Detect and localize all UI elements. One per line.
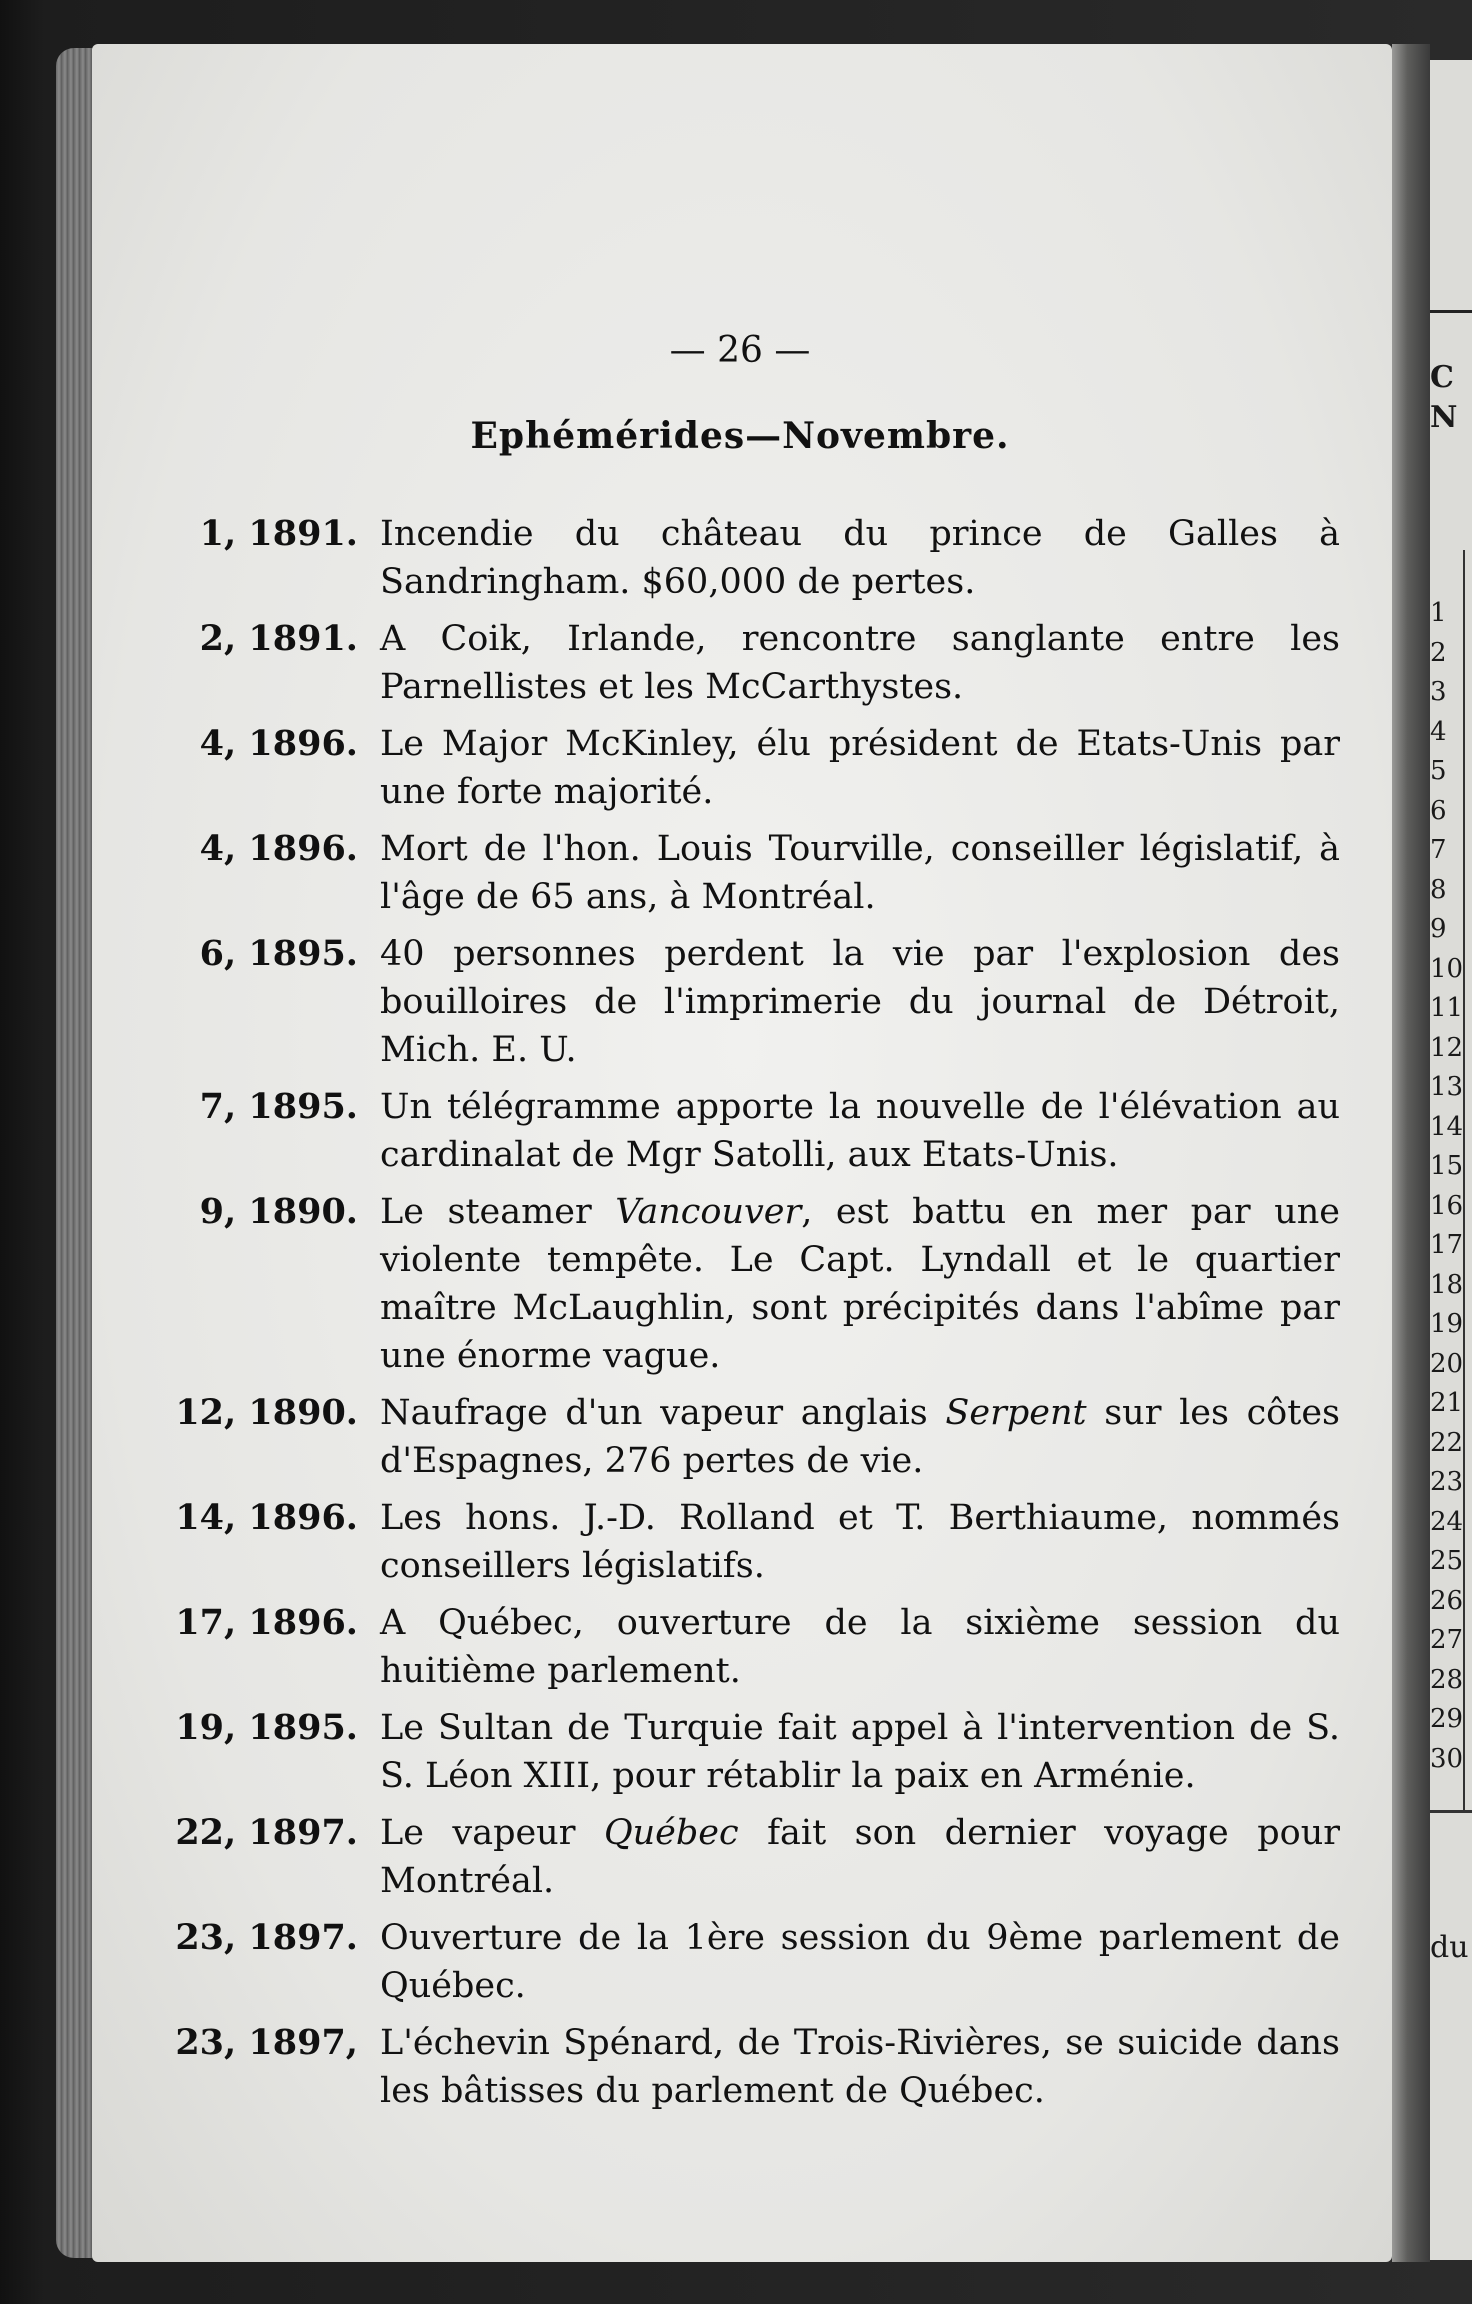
- adjacent-page-rule: [1430, 1810, 1472, 1813]
- entry-text: [380, 930, 1350, 1074]
- entry-text-segment: L'échevin Spénard, de Trois-Rivières, se suicide dans les bâtisses du parlement de Québec.: [380, 2023, 1340, 2111]
- entry-text: [380, 1704, 1350, 1800]
- adjacent-page-number: 16: [1430, 1190, 1464, 1221]
- adjacent-page-number: 27: [1430, 1625, 1464, 1655]
- entry-date: 9, 1890.: [199, 1191, 358, 1232]
- page-number: — 26 —: [669, 330, 811, 371]
- adjacent-page-number: 20: [1430, 1348, 1464, 1379]
- entry-text: [380, 1599, 1350, 1695]
- entry-date: 17, 1896.: [175, 1602, 358, 1643]
- entry-text: [380, 1809, 1350, 1905]
- entry-text-segment: Incendie du château du prince de Galles à Sandringham. $60,000 de pertes.: [380, 514, 1340, 602]
- adjacent-page-number: 1: [1430, 598, 1447, 628]
- list-item: [140, 2019, 1350, 2115]
- entry-text-segment: fait son dernier voyage pour Montréal.: [380, 1813, 1340, 1901]
- adjacent-page-number: 21: [1430, 1388, 1464, 1418]
- entry-date: 1, 1891.: [199, 513, 358, 554]
- list-item: [140, 720, 1350, 816]
- entry-date: 23, 1897.: [175, 1917, 358, 1958]
- entry-date: 23, 1897,: [175, 2022, 358, 2063]
- entry-text: [380, 1914, 1350, 2010]
- list-item: [140, 825, 1350, 921]
- ephemerides-list: [140, 510, 1350, 2124]
- adjacent-page-number: 15: [1430, 1151, 1464, 1181]
- book-gutter: [1392, 44, 1430, 2262]
- entry-date: 19, 1895.: [175, 1707, 358, 1748]
- entry-text-segment: Le Sultan de Turquie fait appel à l'intervention de S. S. Léon XIII, pour rétablir la paix en Arménie.: [380, 1708, 1340, 1796]
- entry-text-segment: A Coik, Irlande, rencontre sanglante entre les Parnellistes et les McCarthystes.: [380, 619, 1340, 707]
- adjacent-page-rule: [1430, 310, 1472, 313]
- entry-text-segment: Mort de l'hon. Louis Tourville, conseiller législatif, à l'âge de 65 ans, à Montréal.: [380, 829, 1340, 917]
- entry-text: [380, 720, 1350, 816]
- entry-text: [380, 825, 1350, 921]
- entry-text-segment: A Québec, ouverture de la sixième session du huitième parlement.: [380, 1603, 1340, 1691]
- entry-date: 12, 1890.: [175, 1392, 358, 1433]
- list-item: [140, 1188, 1350, 1380]
- entry-date: 14, 1896.: [175, 1497, 358, 1538]
- adjacent-page-number: 28: [1430, 1664, 1464, 1695]
- page-heading: Ephémérides—Novembre.: [470, 415, 1010, 457]
- adjacent-page-number: 19: [1430, 1309, 1464, 1339]
- entry-date: 22, 1897.: [175, 1812, 358, 1853]
- entry-text-segment: Ouverture de la 1ère session du 9ème parlement de Québec.: [380, 1918, 1340, 2006]
- entry-date: 4, 1896.: [199, 828, 358, 869]
- adjacent-page-number: 5: [1430, 756, 1447, 786]
- list-item: [140, 615, 1350, 711]
- entry-text-segment: Le Major McKinley, élu président de Etats-Unis par une forte majorité.: [380, 724, 1340, 812]
- adjacent-page-number: 29: [1430, 1704, 1464, 1734]
- adjacent-page-number: 9: [1430, 914, 1447, 944]
- entry-text: [380, 1494, 1350, 1590]
- list-item: [140, 1494, 1350, 1590]
- entry-date: 2, 1891.: [199, 618, 358, 659]
- entry-date: 6, 1895.: [199, 933, 358, 974]
- entry-text-segment: 40 personnes perdent la vie par l'explosion des bouilloires de l'imprimerie du journal de Détroit, Mich. E. U.: [380, 934, 1340, 1070]
- list-item: [140, 930, 1350, 1074]
- entry-text-italic: Serpent: [945, 1393, 1087, 1433]
- entry-date: 7, 1895.: [199, 1086, 358, 1127]
- adjacent-page-fragment-text: C: [1430, 360, 1454, 395]
- adjacent-page-fragment-text: du: [1430, 1930, 1469, 1965]
- adjacent-page-number: 25: [1430, 1546, 1464, 1576]
- list-item: [140, 1914, 1350, 2010]
- adjacent-page-number: 6: [1430, 795, 1447, 826]
- adjacent-page-number: 22: [1430, 1427, 1464, 1458]
- adjacent-page-number: 23: [1430, 1467, 1464, 1497]
- entry-text-segment: Les hons. J.-D. Rolland et T. Berthiaume, nommés conseillers législatifs.: [380, 1498, 1340, 1586]
- adjacent-page-fragment-text: N: [1430, 400, 1458, 435]
- list-item: [140, 1599, 1350, 1695]
- entry-text-italic: Québec: [603, 1813, 739, 1853]
- adjacent-page-number: 24: [1430, 1506, 1464, 1537]
- list-item: [140, 510, 1350, 606]
- adjacent-page-number: 8: [1430, 874, 1447, 905]
- entry-text-segment: Un télégramme apporte la nouvelle de l'élévation au cardinalat de Mgr Satolli, aux Etats-Unis.: [380, 1087, 1340, 1175]
- entry-text: [380, 2019, 1350, 2115]
- adjacent-page-number: 17: [1430, 1230, 1464, 1260]
- adjacent-page-number: 18: [1430, 1269, 1464, 1300]
- list-item: [140, 1083, 1350, 1179]
- adjacent-page-column-rule: [1463, 550, 1465, 1810]
- adjacent-page-number: 2: [1430, 637, 1447, 668]
- entry-date: 4, 1896.: [199, 723, 358, 764]
- adjacent-page-number: 14: [1430, 1111, 1464, 1142]
- entry-text: [380, 1389, 1350, 1485]
- entry-text-segment: sur les côtes d'Espagnes, 276 pertes de vie.: [380, 1393, 1340, 1481]
- entry-text-segment: , est battu en mer par une violente tempête. Le Capt. Lyndall et le quartier maître McLaughlin, sont précipités dans l'abîme par une énorme vague.: [380, 1192, 1340, 1376]
- entry-text: [380, 510, 1350, 606]
- entry-text: [380, 1188, 1350, 1380]
- list-item: [140, 1389, 1350, 1485]
- list-item: [140, 1704, 1350, 1800]
- adjacent-page-number: 7: [1430, 835, 1447, 865]
- entry-text: [380, 1083, 1350, 1179]
- list-item: [140, 1809, 1350, 1905]
- adjacent-page-number: 26: [1430, 1585, 1464, 1616]
- entry-text: [380, 615, 1350, 711]
- entry-text-italic: Vancouver: [615, 1192, 802, 1232]
- adjacent-page-number: 13: [1430, 1072, 1464, 1102]
- entry-text-segment: Le vapeur: [380, 1813, 604, 1853]
- adjacent-page-number: 11: [1430, 993, 1464, 1023]
- entry-text-segment: Naufrage d'un vapeur anglais: [380, 1393, 946, 1433]
- adjacent-page-number: 3: [1430, 677, 1447, 707]
- adjacent-page-number: 10: [1430, 953, 1464, 984]
- adjacent-page-number: 12: [1430, 1032, 1464, 1063]
- adjacent-page-number: 4: [1430, 716, 1447, 747]
- adjacent-page-number: 30: [1430, 1743, 1464, 1774]
- adjacent-page-fragment: [1430, 60, 1472, 2260]
- entry-text-segment: Le steamer: [380, 1192, 616, 1232]
